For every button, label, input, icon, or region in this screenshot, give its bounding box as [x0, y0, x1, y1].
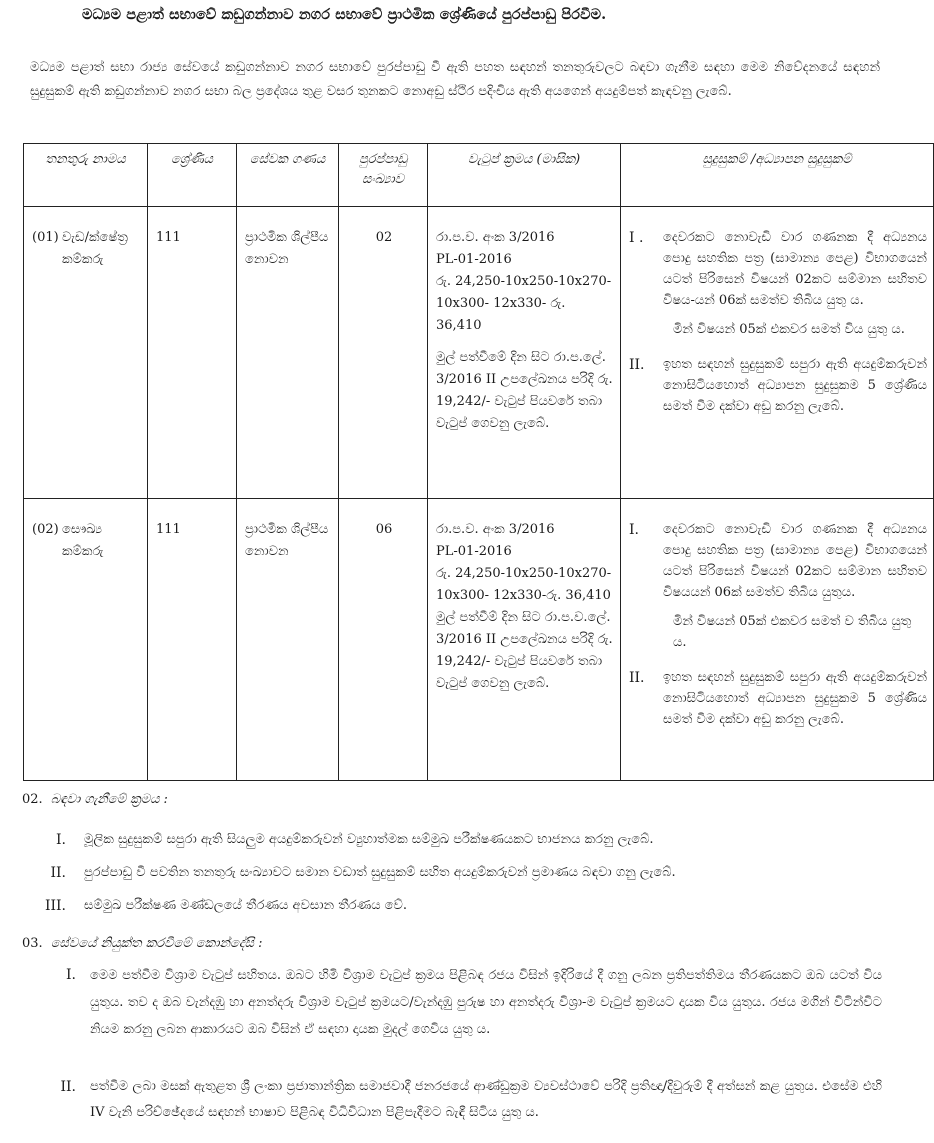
header-grade: ශ්‍රේණිය	[148, 144, 237, 207]
salary-code: PL-01-2016	[436, 544, 512, 559]
vacancies-cell: 02	[339, 207, 428, 499]
qualification-text: දෙවරකට නොවැඩි වාර ගණනක දී අධ්‍යනය පොදු සහතික පත්‍ර (සාමාන්‍ය පෙළ) විභාගයෙන් යටත් පිරිසෙන් විෂයන් 02කට සම්මාන සහිතව විෂයයන් 06ක් සමත්ව තිබිය යුතුය.	[663, 522, 927, 600]
header-salary-scale: වැටුප් ක්‍රමය (මාසික)	[428, 144, 621, 207]
salary-circular: රා.ප.ව. අංක 3/2016	[436, 522, 555, 537]
qualification-text: ඉහත සඳහන් සුදුසුකම් සපුරා ඇති අයදුම්කරුවන් නොසිටියහොත් අධ්‍යාපන සුදුසුකම 5 ශ්‍රේණිය සමත් වීම දක්වා අඩු කරනු ලැබේ.	[663, 670, 927, 727]
list-item	[40, 860, 880, 886]
salary-code: PL-01-2016	[436, 252, 512, 267]
list-text: සම්මුඛ පරීක්ෂණ මණ්ඩලයේ තීරණය අවසාන තීරණය වේ.	[84, 898, 408, 913]
qualification-item	[629, 667, 927, 730]
section-number: 02.	[22, 792, 43, 807]
qualification-numeral: II.	[629, 670, 645, 686]
qualification-subnote: මින් විෂයන් 05ක් එකවර සමත් විය යුතු ය.	[673, 322, 905, 337]
qualification-numeral: I.	[629, 522, 639, 538]
qualification-text: ඉහත සඳහන් සුදුසුකම් සපුරා ඇති අයදුම්කරුවන් නොසිටියහොත් අධ්‍යාපන සුදුසුකම 5 ශ්‍රේණිය සමත් වීම දක්වා අඩු කරනු ලැබේ.	[663, 357, 927, 414]
qualification-text: දෙවරකට නොවැඩි වාර ගණනක දී අධ්‍යනය පොදු සහතික පත්‍ර (සාමාන්‍ය පෙළ) විභාගයෙන් යටත් පිරිසෙන් විෂයන් 02කට සම්මාන සහිතව විෂය-යන් 06ක් සමත්ව තිබිය යුතු ය.	[663, 230, 927, 308]
table-header-row	[24, 144, 934, 207]
list-text: පුරප්පාඩු වී පවතින තනතුරු සංඛ්‍යාවට සමාන වඩාත් සුදුසුකම් සහිත අයදුම්කරුවන් ප්‍රමාණය බඳවා ගනු ලැබේ.	[84, 865, 676, 880]
list-text: මූලික සුදුසුකම් සපුරා ඇති සියලුම අයදුම්කරුවන් ව්‍යුහාත්මක සම්මුඛ පරීක්ෂණයකට භාජනය කරනු ලැබේ.	[84, 832, 654, 847]
list-item	[50, 962, 882, 1043]
vacancy-table	[23, 143, 934, 781]
service-category-cell: ප්‍රාථමික ශිල්පීය නොවන	[237, 499, 339, 781]
list-item	[50, 1074, 882, 1126]
list-numeral: II.	[50, 865, 66, 881]
row-number: (01)	[32, 230, 59, 245]
service-category-cell: ප්‍රාථමික ශිල්පීය නොවන	[237, 207, 339, 499]
intro-paragraph: මධ්‍යම පළාත් සභා රාජ්‍ය සේවයේ කඩුගන්නාව නගර සභාවේ පුරප්පාඩු වී ඇති පහත සඳහන් තනතුරුවලට බඳවා ගැනීම සඳහා මෙම නිවේදනයේ සඳහන් සුදුසුකම් ඇති කඩුගන්නාව නගර සභා බල ප්‍රදේශය තුළ වසර තුනකට නොඅඩු ස්ථිර පදිංචිය ඇති අයගෙන් අයදුම්පත් කැඳවනු ලැබේ.	[30, 60, 880, 99]
list-numeral: I.	[66, 967, 76, 983]
header-vacancies: පුරප්පාඩු සංඛ්‍යාව	[339, 144, 428, 207]
list-numeral: III.	[44, 898, 66, 914]
vacancies-cell: 06	[339, 499, 428, 781]
qualification-item	[629, 354, 927, 417]
grade-cell: 111	[148, 207, 237, 499]
row-number: (02)	[32, 522, 59, 537]
qualifications-cell	[621, 499, 934, 781]
table-row	[24, 499, 934, 781]
header-qualifications: සුදුසුකම් /අධ්‍යාපන සුදුසුකම්	[621, 144, 934, 207]
salary-cell	[428, 207, 621, 499]
section-heading-recruitment	[22, 792, 168, 807]
page-title: මධ්‍යම පළාත් සභාවේ කඩුගන්නාව නගර සභාවේ ප්‍රාථමික ශ්‍රේණියේ පුරප්පාඩු පිරවීම.	[82, 6, 607, 23]
salary-note: මුල් පත්වීමේ දින සිට රා.ප.ලේ. 3/2016 II උපලේඛනය පරිදි රු. 19,242/- වැටුප් පියවරේ තබා වැටුප් ගෙවනු ලැබේ.	[436, 350, 613, 431]
designation-cell	[24, 499, 148, 781]
designation-name: සෞඛ්‍ය කම්කරු	[62, 522, 104, 559]
qualification-numeral: II.	[629, 357, 645, 373]
list-item	[40, 893, 880, 919]
salary-circular: රා.ප.ව. අංක 3/2016	[436, 230, 555, 245]
list-numeral: I.	[56, 832, 66, 848]
salary-scale: රු. 24,250-10x250-10x270-10x300- 12x330- රු. 36,410	[436, 274, 612, 333]
list-item	[40, 827, 880, 853]
section-number: 03.	[22, 936, 43, 951]
qualification-item	[629, 227, 927, 311]
table-row	[24, 207, 934, 499]
qualification-item	[629, 519, 927, 603]
salary-note: මුල් පත්වීම් දින සිට රා.ප.ව.ලේ. 3/2016 II උපලේඛනය පරිදි රු. 19,242/- වැටුප් පියවරේ තබා වැටුප් ගෙවනු ලැබේ.	[436, 610, 613, 691]
grade-cell: 111	[148, 499, 237, 781]
list-text: මෙම පත්වීම විශ්‍රාම වැටුප් සහිතය. ඔබට හිමි විශ්‍රාම වැටුප් ක්‍රමය පිළිබඳ රජය විසින් ඉදිරියේ දී ගනු ලබන ප්‍රතිපත්තිමය තීරණයකට ඔබ යටත් විය යුතුය. තව ද ඔබ වැන්දඹු හා අනත්දරු විශ්‍රාම වැටුප් ක්‍රමයට/වැන්දඹු පුරුෂ හා අනත්දරු විශ්‍රා-ම වැටුප් ක්‍රමයට දායක විය යුතුය. රජය මගින් විටින්විට නියම කරනු ලබන ආකාරයට ඔබ විසින් ඒ සඳහා දායක මුදල් ගෙවිය යුතු ය.	[90, 968, 882, 1037]
qualification-numeral: I .	[629, 230, 644, 246]
header-designation: තනතුරු නාමය	[24, 144, 148, 207]
designation-cell	[24, 207, 148, 499]
list-text: පත්වීම ලබා මසක් ඇතුළත ශ්‍රී ලංකා ප්‍රජාතාන්ත්‍රික සමාජවාදී ජනරජයේ ආණ්ඩුක්‍රම ව්‍යවස්ථාවේ පරිදි ප්‍රතිඥා/දිවුරුම් දී අත්සන් කළ යුතුය. එසේම එහි IV වැනි පරිච්ඡේදයේ සඳහන් භාෂාව පිළිබඳ විධිවිධාන පිළිපැදීමට බැඳී සිටිය යුතු ය.	[90, 1079, 882, 1120]
list-numeral: II.	[60, 1079, 76, 1095]
designation-name: වැඩ/ක්ෂේත්‍ර කම්කරු	[62, 230, 128, 267]
qualification-subnote: මින් විෂයන් 05ක් එකවර සමත් ව තිබිය යුතු ය.	[673, 614, 912, 650]
qualifications-cell	[621, 207, 934, 499]
salary-scale: රු. 24,250-10x250-10x270-10x300- 12x330-රු. 36,410	[436, 566, 612, 603]
header-service-category: සේවක ගණය	[237, 144, 339, 207]
section-title: සේවයේ නියුක්ත කරවීමේ කොන්දේසි :	[50, 936, 263, 951]
salary-cell	[428, 499, 621, 781]
section-heading-conditions	[22, 936, 263, 951]
section-title: බඳවා ගැනීමේ ක්‍රමය :	[50, 792, 168, 807]
